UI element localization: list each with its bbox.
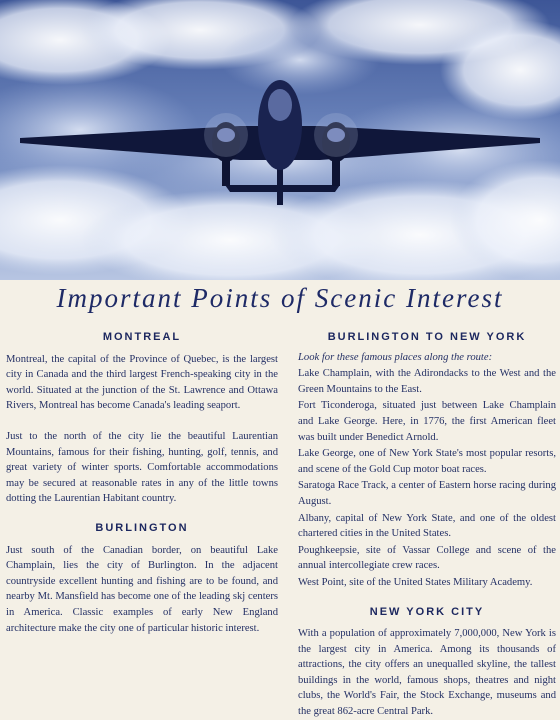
nyc-paragraph: With a population of approximately 7,000,000, New York is the largest city in America. Among its thousands of attractions, the city offers an unequalled skyline, the tallest buildings in the world, famous shops, theatres and night clubs, the World's Fair, the Stock Exchange, museums and the great 862-acre Central Park.	[298, 628, 556, 718]
route-item: Lake Champlain, with the Adirondacks to the West and the Green Mountains to the East.	[298, 368, 556, 395]
section-heading-burlington: BURLINGTON	[95, 521, 189, 534]
route-item: Poughkeepsie, site of Vassar College and scene of the annual intercollegiate crew races.	[298, 544, 556, 572]
page-title: Important Points of Scenic Interest	[56, 283, 504, 313]
route-item: West Point, site of the United States Military Academy.	[298, 576, 533, 588]
left-column	[6, 330, 278, 636]
hero-image	[0, 0, 560, 280]
route-item: Lake George, one of New York State's most popular resorts, and scene of the Gold Cup motor boat races.	[298, 448, 556, 475]
route-item: Fort Ticonderoga, situated just between Lake Champlain and Lake George. Here, in 1776, the first American fleet was built under Benedict Arnold.	[298, 400, 556, 443]
section-heading-burlington-to-new-york: BURLINGTON TO NEW YORK	[327, 331, 527, 343]
route-item: Saratoga Race Track, a center of Eastern horse racing during August.	[298, 480, 556, 507]
montreal-paragraph-2: Just to the north of the city lie the beautiful Laurentian Mountains, famous for their fishing, hunting, golf, tennis, and great variety of winter sports. Comfortable accommodations may be secured at reasonable rates in any of the little towns dotting the Laurentian Habitant country.	[6, 430, 278, 505]
right-column	[298, 330, 556, 720]
montreal-paragraph-1: Montreal, the capital of the Province of Quebec, is the largest city in Canada and the third largest French-speaking city in the world. Situated at the junction of the St. Lawrence and Ottawa Rivers, Montreal has become Canada's leading seaport.	[6, 353, 278, 412]
route-item: Albany, capital of New York State, and one of the oldest chartered cities in the United States.	[298, 512, 556, 540]
burlington-paragraph: Just south of the Canadian border, on beautiful Lake Champlain, lies the city of Burlington. In the adjacent countryside excellent hunting and fishing are to be found, and nearby Mt. Mansfield has become one of the leading skj centers in America. Classic examples of early New England architecture make the city one of particular historic interest.	[6, 544, 278, 634]
route-intro: Look for these famous places along the route:	[298, 351, 493, 363]
section-heading-new-york-city: NEW YORK CITY	[369, 605, 485, 618]
section-heading-montreal: MONTREAL	[102, 331, 182, 343]
